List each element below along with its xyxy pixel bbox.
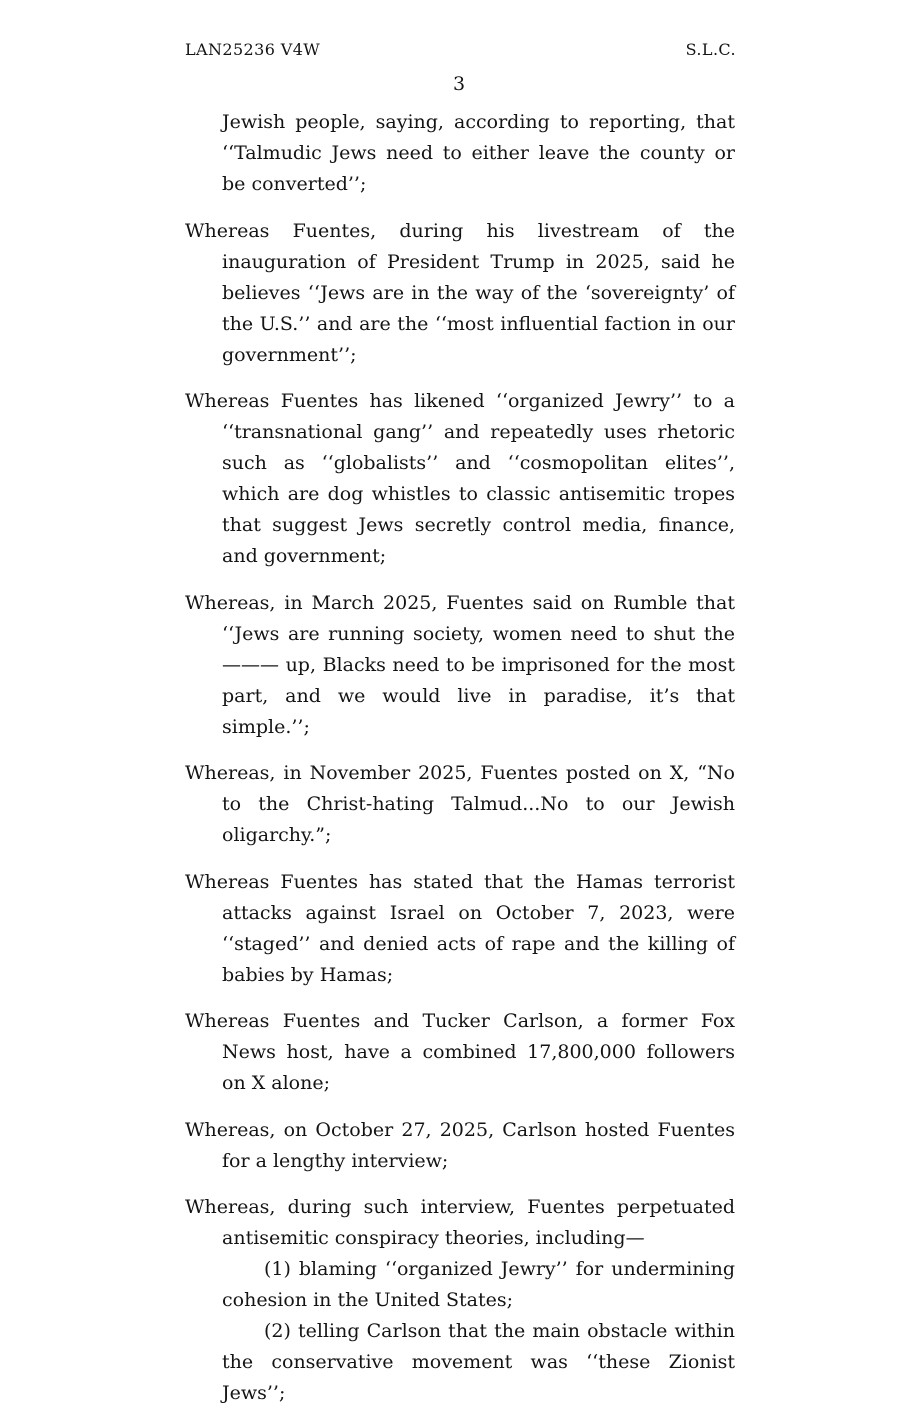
whereas-clause-interview: Whereas, on October 27, 2025, Carlson hosted Fuentes for a lengthy interview; [185,1118,735,1172]
whereas-clause-conspiracy: Whereas, during such interview, Fuentes perpetuated antisemitic conspiracy theories, including— [185,1196,735,1249]
office-code: S.L.C. [685,40,736,59]
list-item-2: (2) telling Carlson that the main obstacle within the conservative movement was ‘‘these Zionist Jews’’; [222,1320,735,1404]
bill-text [185,107,735,1409]
whereas-clause-livestream: Whereas Fuentes, during his livestream of the inauguration of President Trump in 2025, said he believes ‘‘Jews are in the way of the ‘sovereignty’ of the U.S.’’ and are the ‘‘most influential faction in our government’’; [185,219,735,366]
whereas-clause-followers: Whereas Fuentes and Tucker Carlson, a former Fox News host, have a combined 17,800,000 followers on X alone; [185,1010,735,1094]
page-number: 3 [452,73,466,95]
continuation-paragraph: Jewish people, saying, according to reporting, that ‘‘Talmudic Jews need to either leave the county or be converted’’; [222,111,735,195]
list-item-1: (1) blaming ‘‘organized Jewry’’ for undermining cohesion in the United States; [222,1258,735,1311]
whereas-clause-organized-jewry: Whereas Fuentes has likened ‘‘organized Jewry’’ to a ‘‘transnational gang’’ and repeatedly uses rhetoric such as ‘‘globalists’’ and ‘‘cosmopolitan elites’’, which are dog whistles to classic antisemitic tropes that suggest Jews secretly control media, finance, and government; [185,390,735,567]
whereas-clause-hamas: Whereas Fuentes has stated that the Hamas terrorist attacks against Israel on October 7, 2023, were ‘‘staged’’ and denied acts of rape and the killing of babies by Hamas; [185,870,735,986]
whereas-clause-rumble: Whereas, in March 2025, Fuentes said on Rumble that ‘‘Jews are running society, women need to shut the ——— up, Blacks need to be imprisoned for the most part, and we would live in paradise, it’s that simple.’’; [185,591,735,738]
document-id: LAN25236 V4W [185,40,321,59]
whereas-clause-x-post: Whereas, in November 2025, Fuentes posted on X, “No to the Christ-hating Talmud...No to our Jewish oligarchy.”; [185,762,735,846]
